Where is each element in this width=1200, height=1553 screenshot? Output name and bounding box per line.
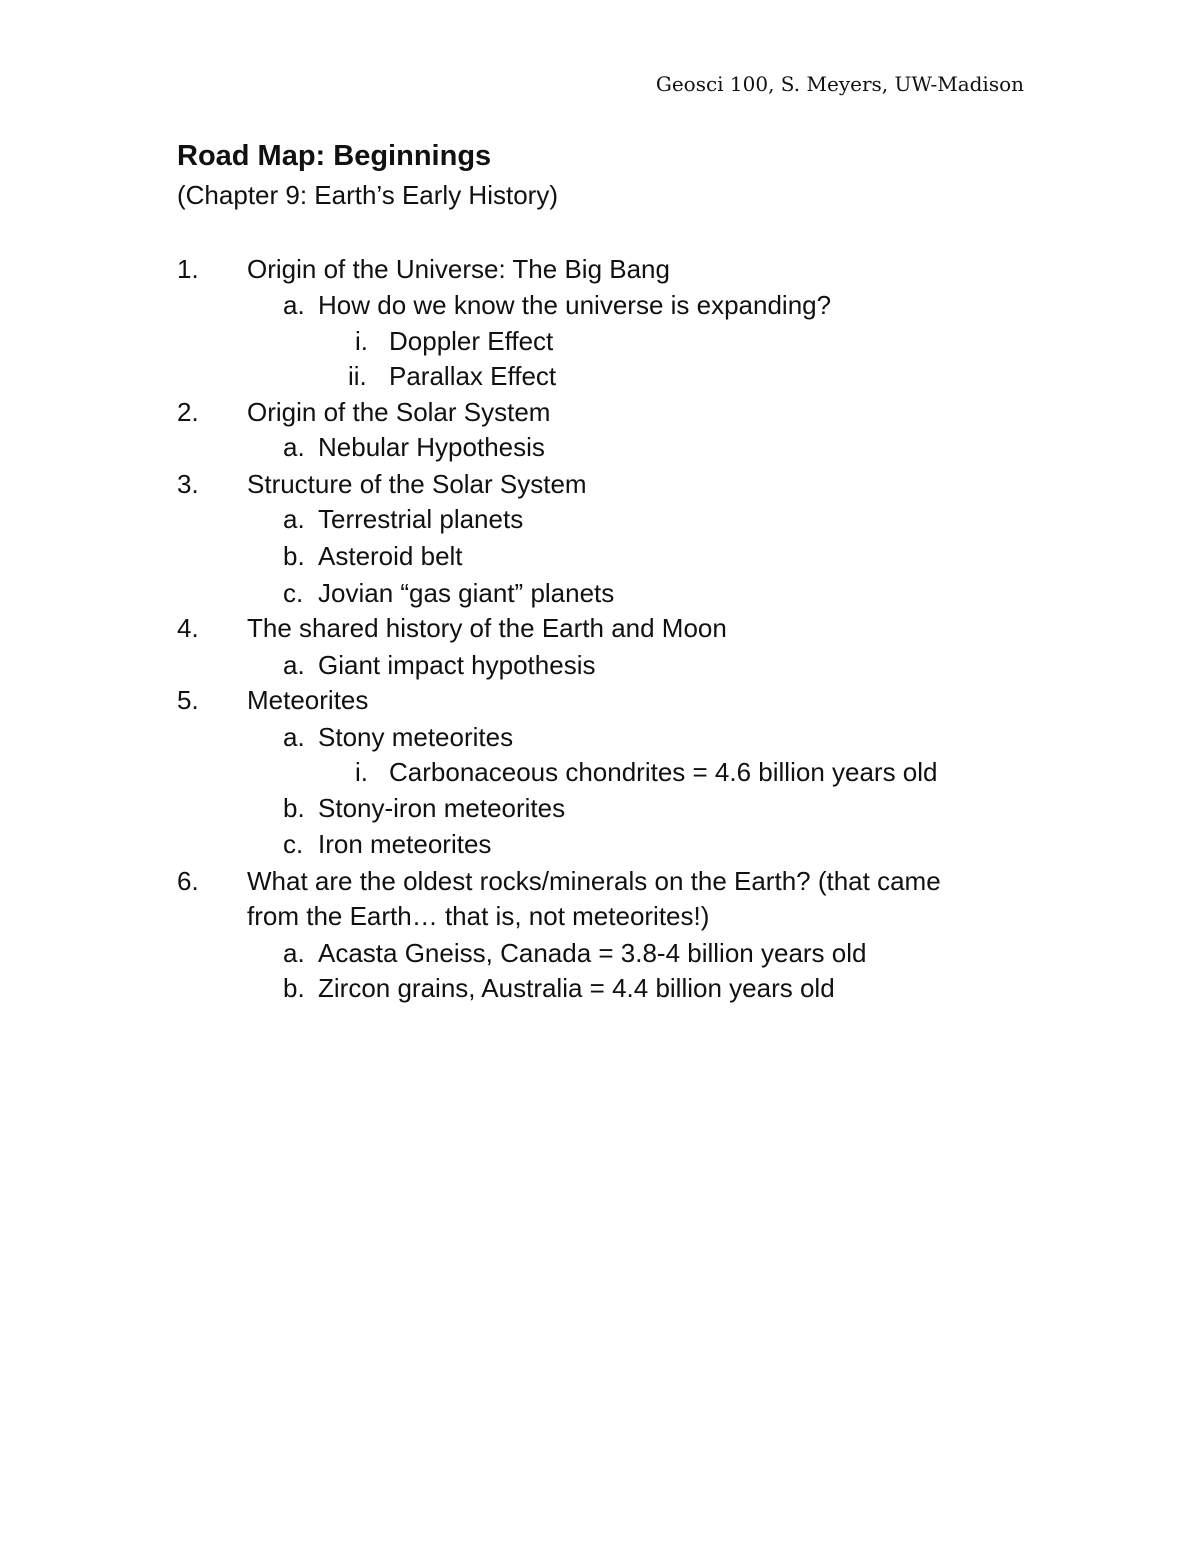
- outline-marker-1a-ii: ii.: [348, 361, 367, 391]
- outline-marker-3c: c.: [283, 578, 304, 608]
- outline-marker-5a-i: i.: [355, 757, 368, 787]
- outline-item-5c: Iron meteorites: [318, 829, 492, 859]
- outline-item-5a: Stony meteorites: [318, 722, 514, 752]
- outline-item-6b: Zircon grains, Australia = 4.4 billion years old: [318, 973, 835, 1003]
- outline-item-6-continued: from the Earth… that is, not meteorites!): [247, 901, 710, 931]
- outline-item-2: Origin of the Solar System: [247, 397, 551, 427]
- outline-item-1a-ii: Parallax Effect: [389, 361, 557, 391]
- outline-marker-2: 2.: [177, 397, 199, 427]
- outline-marker-4a: a.: [283, 650, 305, 680]
- outline-item-4: The shared history of the Earth and Moon: [247, 613, 727, 643]
- outline-marker-5b: b.: [283, 793, 305, 823]
- outline-item-1: Origin of the Universe: The Big Bang: [247, 254, 670, 284]
- outline-item-3b: Asteroid belt: [318, 541, 463, 571]
- outline-item-1a-i: Doppler Effect: [389, 326, 554, 356]
- outline-marker-6b: b.: [283, 973, 305, 1003]
- outline-marker-3: 3.: [177, 469, 199, 499]
- course-header: Geosci 100, S. Meyers, UW-Madison: [655, 72, 1024, 96]
- outline-item-3c: Jovian “gas giant” planets: [318, 578, 615, 608]
- outline-marker-5c: c.: [283, 829, 304, 859]
- outline-marker-6: 6.: [177, 866, 199, 896]
- outline-item-6a: Acasta Gneiss, Canada = 3.8-4 billion years old: [318, 938, 867, 968]
- outline-marker-3b: b.: [283, 541, 305, 571]
- outline-marker-6a: a.: [283, 938, 305, 968]
- outline-marker-5: 5.: [177, 685, 199, 715]
- outline-item-4a: Giant impact hypothesis: [318, 650, 596, 680]
- outline-marker-2a: a.: [283, 432, 305, 462]
- outline-item-5: Meteorites: [247, 685, 369, 715]
- outline-item-5a-i: Carbonaceous chondrites = 4.6 billion years old: [389, 757, 938, 787]
- document-subtitle: (Chapter 9: Earth’s Early History): [177, 180, 558, 210]
- outline-item-3a: Terrestrial planets: [318, 504, 524, 534]
- outline-item-6: What are the oldest rocks/minerals on the Earth? (that came: [247, 866, 941, 896]
- outline-item-2a: Nebular Hypothesis: [318, 432, 545, 462]
- outline-marker-1a-i: i.: [355, 326, 368, 356]
- outline-marker-4: 4.: [177, 613, 199, 643]
- outline-item-1a: How do we know the universe is expanding?: [318, 290, 832, 320]
- outline-marker-1a: a.: [283, 290, 305, 320]
- outline-item-5b: Stony-iron meteorites: [318, 793, 566, 823]
- outline-marker-1: 1.: [177, 254, 199, 284]
- outline-marker-3a: a.: [283, 504, 305, 534]
- document-title: Road Map: Beginnings: [177, 140, 492, 172]
- outline-item-3: Structure of the Solar System: [247, 469, 587, 499]
- outline-marker-5a: a.: [283, 722, 305, 752]
